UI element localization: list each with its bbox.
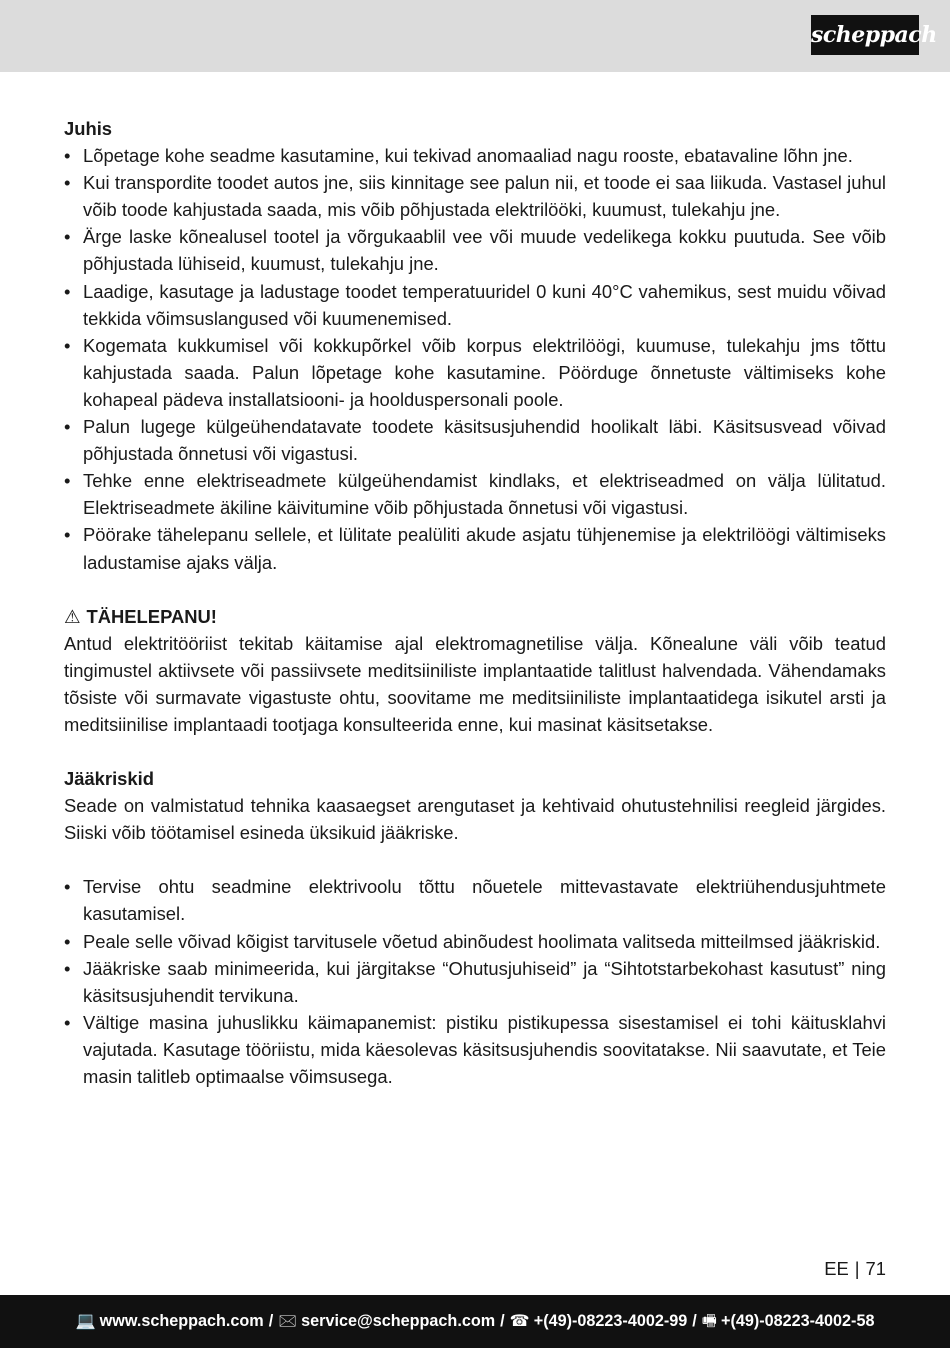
list-item: • Jääkriske saab minimeerida, kui järgitakse “Ohutusjuhiseid” ja “Sihtotstarbekohast kasutust” ning käsitsusjuhendit tervikuna. <box>64 955 886 1009</box>
computer-icon: 💻 <box>75 1312 96 1330</box>
list-item: • Tervise ohtu seadmine elektrivoolu tõttu nõuetele mittevastavate elektriühendusjuhtmete kasutamisel. <box>64 873 886 927</box>
warning-heading <box>64 603 886 630</box>
fax-icon: 🖷 <box>701 1312 718 1330</box>
section-title-residual-risks: Jääkriskid <box>64 768 154 790</box>
list-item: • Ärge laske kõnealusel tootel ja võrgukaablil vee või muude vedelikega kokku puutuda. See võib põhjustada lühiseid, kuumust, tulekahju jne. <box>64 223 886 277</box>
contact-footer <box>0 1295 950 1348</box>
residual-list <box>64 873 886 1090</box>
page-number <box>824 1255 886 1282</box>
list-item: • Palun lugege külgeühendatavate toodete käsitsusjuhendid hoolikalt läbi. Käsitsusvead võivad põhjustada õnnetusi või vigastusi. <box>64 413 886 467</box>
footer-divider: / <box>692 1312 697 1330</box>
phone-number: +(49)-08223-4002-99 <box>533 1312 688 1330</box>
list-item: • Kogemata kukkumisel või kokkupõrkel võib korpus elektrilöögi, kuumuse, tulekahju jms tõttu kahjustada saada. Palun lõpetage kohe kasutamine. Pöörduge õnnetuste vältimiseks kohe kohapeal pädeva installatsiooni- ja hoolduspersonali poole. <box>64 332 886 413</box>
list-item: • Tehke enne elektriseadmete külgeühendamist kindlaks, et elektriseadmed on välja lülitatud. Elektriseadmete äkiline käivitumine võib põhjustada õnnetusi või vigastusi. <box>64 467 886 521</box>
list-item: • Kui transpordite toodet autos jne, siis kinnitage see palun nii, et toode ei saa liikuda. Vastasel juhul võib toode kahjustada saada, mis võib põhjustada elektrilööki, kuumust, tulekahju jne. <box>64 169 886 223</box>
phone-icon: ☎ <box>509 1312 530 1330</box>
envelope-icon: 🖂 <box>278 1312 298 1330</box>
header-band <box>0 0 950 72</box>
website-link[interactable]: www.scheppach.com <box>99 1312 264 1330</box>
fax-number: +(49)-08223-4002-58 <box>721 1312 875 1330</box>
list-item: • Laadige, kasutage ja ladustage toodet temperatuuridel 0 kuni 40°C vahemikus, sest muidu võivad tekkida võimsuslangused või kuumenemised. <box>64 278 886 332</box>
scheppach-logo: scheppach <box>811 15 919 55</box>
page-content <box>64 115 886 1090</box>
list-item: • Peale selle võivad kõigist tarvitusele võetud abinõudest hoolimata valitseda mitteilmsed jääkriskid. <box>64 928 886 955</box>
list-item: • Pöörake tähelepanu sellele, et lülitate pealüliti akude asjatu tühjenemise ja elektrilöögi vältimiseks ladustamise ajaks välja. <box>64 521 886 575</box>
warning-triangle-icon: ⚠ <box>64 605 81 627</box>
list-item: • Vältige masina juhuslikku käimapanemist: pistiku pistikupessa sisestamisel ei tohi käitusklahvi vajutada. Kasutage tööriistu, mida käesolevas käsitsusjuhendis soovitatakse. Nii saavutate, et Teie masin talitleb optimaalse võimsusega. <box>64 1009 886 1090</box>
list-item: • Lõpetage kohe seadme kasutamine, kui tekivad anomaaliad nagu rooste, ebatavaline lõhn jne. <box>64 142 886 169</box>
section-title-juhis: Juhis <box>64 118 113 139</box>
page-separator: | <box>854 1258 860 1279</box>
email-link[interactable]: service@scheppach.com <box>301 1312 496 1330</box>
page-number-value: 71 <box>865 1258 886 1279</box>
residual-intro: Seade on valmistatud tehnika kaasaegset arengutaset ja kehtivaid ohutustehnilisi reegleid järgides. Siiski võib töötamisel esineda üksikuid jääkriske. <box>64 795 886 844</box>
footer-divider: / <box>268 1312 274 1330</box>
footer-divider: / <box>500 1312 505 1330</box>
juhis-list <box>64 142 886 576</box>
warning-text: Antud elektritööriist tekitab käitamise ajal elektromagnetilise välja. Kõnealune väli võib teatud tingimustel aktiivsete või passiivsete meditsiiniliste implantaatide talitlust halvendada. Vähendamaks tõsiste või surmavate vigastuste ohtu, soovitame me meditsiiniliste implantaatidega isikutel arsti ja meditsiinilise implantaadi tootjaga konsulteerida enne, kui masinat käsitsetakse. <box>64 632 886 735</box>
language-code: EE <box>824 1258 849 1279</box>
warning-title: TÄHELEPANU! <box>86 605 217 627</box>
